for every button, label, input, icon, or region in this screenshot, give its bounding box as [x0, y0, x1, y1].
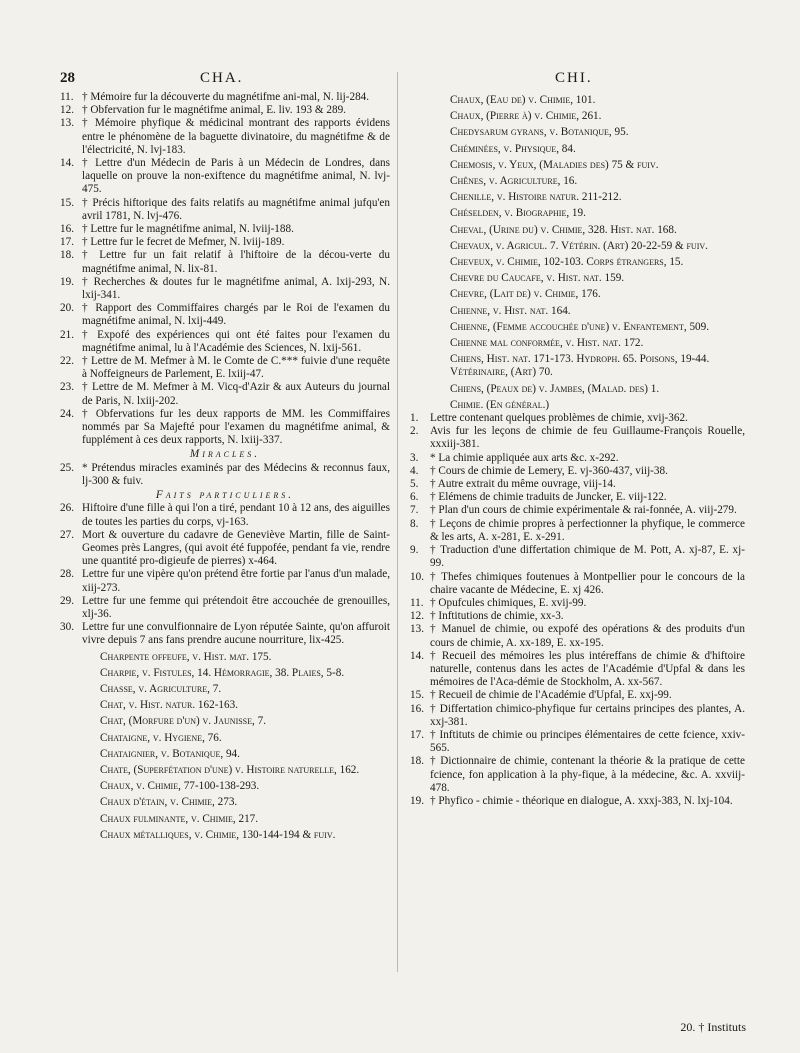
entry-text: † Opufcules chimiques, E. xvij-99.	[430, 596, 587, 609]
heading-entry: Chiens, Hist. nat. 171-173. Hydroph. 65. Poisons, 19-44. Vétérinaire, (Art) 70.	[450, 353, 710, 379]
running-head-left: CHA.	[200, 70, 244, 86]
entry-number: 7.	[410, 504, 419, 517]
heading-entry: Chéminées, v. Physique, 84.	[450, 142, 576, 155]
index-entry	[410, 425, 745, 451]
index-entry	[410, 795, 745, 808]
entry-number: 19.	[410, 794, 424, 807]
index-entry	[410, 478, 745, 491]
section-subheading: Miracles.	[189, 448, 261, 461]
heading-entry: Chevre, (Lait de) v. Chimie, 176.	[450, 288, 601, 301]
entry-number: 18.	[60, 249, 74, 262]
entry-text: † Traduction d'une differtation chimique de M. Pott, A. xj-87, E. xj-99.	[430, 544, 745, 570]
entry-text: † Dictionnaire de chimie, contenant la théorie & la pratique de cette fcience, fon application à la phy-fique, à la médecine, &c. A. xxviij-478.	[430, 755, 745, 794]
entry-number: 5.	[410, 478, 419, 491]
index-entry	[60, 249, 390, 275]
entry-text: * Prétendus miracles examinés par des Médecins & reconnus faux, lj-300 & fuiv.	[82, 461, 390, 487]
heading-entry: Chéselden, v. Biographie, 19.	[450, 207, 586, 220]
entry-text: † Expofé des expériences qui ont été faites pour l'examen du magnétifme animal, lu à l'Académie des Sciences, N. lxij-561.	[82, 328, 390, 354]
entry-number: 13.	[410, 623, 424, 636]
index-entry	[410, 729, 745, 755]
heading-entry: Charpente offeufe, v. Hist. mat. 175.	[100, 650, 272, 663]
heading-entry: Chedysarum gyrans, v. Botanique, 95.	[450, 126, 629, 139]
entry-text: † Lettre d'un Médecin de Paris à un Médecin de Londres, dans laquelle on prouve la non-exiftence du magnétifme animal, N. lvj-475.	[82, 157, 390, 196]
index-entry	[60, 408, 390, 448]
entry-text: † Lettre de M. Mefmer à M. le Comte de C.*** fuivie d'une requête à Noffeigneurs de Parlement, E. lxiij-47.	[82, 355, 390, 381]
heading-entry: Chataignier, v. Botanique, 94.	[100, 747, 240, 760]
index-entry	[60, 355, 390, 381]
entry-number: 1.	[410, 412, 419, 425]
heading-entry: Chaux, v. Chimie, 77-100-138-293.	[100, 780, 260, 793]
index-entry	[410, 650, 745, 690]
entry-number: 28.	[60, 568, 74, 581]
index-entry	[60, 381, 390, 407]
heading-entry: Cheval, (Urine du) v. Chimie, 328. Hist. nat. 168.	[450, 223, 677, 236]
heading-entry: Chênes, v. Agriculture, 16.	[450, 175, 578, 188]
heading-entry: Charpie, v. Fistules, 14. Hémorragie, 38. Plaies, 5-8.	[100, 666, 345, 679]
entry-number: 12.	[410, 610, 424, 623]
entry-number: 21.	[60, 328, 74, 341]
entry-number: 6.	[410, 491, 419, 504]
index-entry	[60, 223, 390, 236]
index-entry	[410, 597, 745, 610]
heading-entry: Chienne, v. Hist. nat. 164.	[450, 304, 571, 317]
entry-text: † Lettre fur le fecret de Mefmer, N. lviij-189.	[82, 236, 285, 249]
left-column	[60, 91, 390, 842]
heading-entry: Chevaux, v. Agricul. 7. Vétérin. (Art) 20-22-59 & fuiv.	[450, 239, 708, 252]
entry-number: 26.	[60, 502, 74, 515]
index-entry	[60, 568, 390, 594]
index-entry	[410, 412, 745, 425]
heading-entry: Chienne mal conformée, v. Hist. nat. 172.	[450, 337, 644, 350]
entry-number: 17.	[60, 236, 74, 249]
section-subheading: Faits particuliers.	[155, 489, 295, 502]
index-entry	[60, 595, 390, 621]
entry-text: † Plan d'un cours de chimie expérimentale & rai-fonnée, A. viij-279.	[430, 504, 737, 517]
entry-text: Avis fur les leçons de chimie de feu Guillaume-François Rouelle, xxxiij-381.	[430, 425, 745, 451]
index-entry	[410, 544, 745, 570]
entry-number: 13.	[60, 117, 74, 130]
heading-entry: Chaux métalliques, v. Chimie, 130-144-194 & fuiv.	[100, 828, 336, 841]
entry-number: 19.	[60, 275, 74, 288]
heading-entry: Chemosis, v. Yeux, (Maladies des) 75 & fuiv.	[450, 158, 659, 171]
entry-number: 16.	[410, 702, 424, 715]
entry-text: † Mémoire fur la découverte du magnétifme ani-mal, N. lij-284.	[82, 91, 370, 103]
entry-number: 23.	[60, 381, 74, 394]
page-number: 28	[60, 70, 75, 86]
heading-entry: Chat, v. Hist. natur. 162-163.	[100, 699, 239, 712]
heading-entry: Chaux, (Pierre à) v. Chimie, 261.	[450, 110, 602, 123]
entry-text: † Rapport des Commiffaires chargés par le Roi de l'examen du magnétifme animal, N. lxij-449.	[82, 302, 390, 328]
heading-entry: Cheveux, v. Chimie, 102-103. Corps étrangers, 15.	[450, 256, 684, 269]
entry-number: 17.	[410, 728, 424, 741]
entry-text: † Phyfico - chimie - théorique en dialogue, A. xxxj-383, N. lxj-104.	[430, 794, 733, 807]
entry-number: 30.	[60, 621, 74, 634]
entry-text: † Inftituts de chimie ou principes élémentaires de cette fcience, xxiv-565.	[430, 728, 745, 755]
entry-text: † Recherches & doutes fur le magnétifme animal, A. lxij-293, N. lxij-341.	[82, 275, 390, 302]
entry-text: Lettre fur une vipère qu'on prétend être fortie par l'anus d'un malade, xiij-273.	[82, 568, 390, 594]
entry-text: † Obfervation fur le magnétifme animal, E. liv. 193 & 289.	[82, 104, 346, 117]
entry-text: † Elémens de chimie traduits de Juncker, E. viij-122.	[430, 491, 667, 504]
right-column	[410, 91, 745, 808]
index-entry	[60, 276, 390, 302]
heading-entry: Chaux fulminante, v. Chimie, 217.	[100, 812, 259, 825]
entry-text: † Manuel de chimie, ou expofé des opérations & des produits d'un cours de chimie, A. xx-189, E. xx-195.	[430, 623, 745, 649]
index-entry	[60, 621, 390, 647]
entry-number: 16.	[60, 223, 74, 236]
index-entry	[410, 465, 745, 478]
entry-number: 29.	[60, 594, 74, 607]
heading-entry: Chataigne, v. Hygiene, 76.	[100, 731, 222, 744]
entry-number: 18.	[410, 755, 424, 768]
index-entry	[60, 529, 390, 569]
index-entry	[410, 491, 745, 504]
heading-entry: Chate, (Superfétation d'une) v. Histoire naturelle, 162.	[100, 763, 360, 776]
index-entry	[410, 623, 745, 649]
index-entry	[410, 755, 745, 795]
entry-number: 8.	[410, 517, 419, 530]
entry-number: 14.	[60, 157, 74, 170]
entry-number: 20.	[60, 302, 74, 315]
entry-text: † Cours de chimie de Lemery, E. vj-360-437, viij-38.	[430, 464, 668, 477]
index-entry	[60, 302, 390, 328]
entry-text: † Mémoire phyfique & médicinal montrant des rapports évidens entre le phénomène de la baguette divinatoire, du magnétifme & de l'électricité, N. lvj-183.	[82, 117, 390, 156]
index-entry	[60, 117, 390, 157]
running-head-right: CHI.	[555, 70, 593, 86]
entry-number: 11.	[60, 91, 74, 103]
entry-number: 2.	[410, 425, 419, 438]
entry-text: Lettre contenant quelques problèmes de chimie, xvij-362.	[430, 412, 688, 425]
heading-entry: Chienne, (Femme accouchée d'une) v. Enfantement, 509.	[450, 320, 710, 333]
catchword: 20. † Instituts	[680, 1020, 746, 1034]
entry-number: 4.	[410, 464, 419, 477]
entry-text: † Recueil des mémoires les plus intéreffans de chimie & d'hiftoire naturelle, contenus dans les actes de l'Académie d'Upfal & dans les mémoires de l'Aca-démie de Stockholm, A. xx-567.	[430, 649, 745, 689]
entry-number: 15.	[410, 689, 424, 702]
entry-text: Mort & ouverture du cadavre de Geneviève Martin, fille de Saint-Geomes près Langres, (qui avoit été fuppofée, pendant fa vie, rendre une quantité pro-digieufe de pierres) x-464.	[82, 528, 390, 568]
entry-number: 10.	[410, 570, 424, 583]
index-entry	[60, 197, 390, 223]
heading-entry: Chaux, (Eau de) v. Chimie, 101.	[450, 94, 596, 106]
entry-text: † Inftitutions de chimie, xx-3.	[430, 610, 564, 623]
index-entry	[410, 504, 745, 517]
index-entry	[60, 329, 390, 355]
index-entry	[60, 104, 390, 117]
index-entry	[60, 462, 390, 488]
entry-text: † Lettre fur le magnétifme animal, N. lviij-188.	[82, 223, 294, 236]
entry-text: Lettre fur une convulfionnaire de Lyon réputée Sainte, qu'on affuroit vivre depuis 7 ans fans prendre aucune nourriture, lix-425.	[82, 621, 390, 647]
entry-number: 24.	[60, 407, 74, 420]
index-entry	[410, 610, 745, 623]
entry-text: † Précis hiftorique des faits relatifs au magnétifme animal jufqu'en avril 1781, N. lvj-476.	[82, 196, 390, 222]
index-entry	[410, 571, 745, 597]
entry-number: 9.	[410, 544, 419, 557]
entry-number: 27.	[60, 528, 74, 541]
entry-text: Lettre fur une femme qui prétendoit être accouchée de grenouilles, xlj-36.	[82, 594, 390, 620]
index-entry	[60, 91, 390, 104]
heading-entry: Chiens, (Peaux de) v. Jambes, (Malad. des) 1.	[450, 382, 660, 395]
entry-text: † Lettre fur un fait relatif à l'hiftoire de la décou-verte du magnétifme animal, N. lix-81.	[82, 249, 390, 275]
entry-number: 3.	[410, 451, 419, 464]
index-entry	[410, 518, 745, 544]
index-entry	[60, 236, 390, 249]
entry-number: 11.	[410, 596, 424, 609]
heading-entry: Chenille, v. Histoire natur. 211-212.	[450, 191, 622, 204]
entry-text: Hiftoire d'une fille à qui l'on a tiré, pendant 10 à 12 ans, des aiguilles de toutes les parties du corps, vj-163.	[82, 502, 390, 528]
heading-entry: Chimie. (En général.)	[450, 398, 550, 411]
entry-number: 12.	[60, 104, 74, 117]
column-divider	[397, 72, 398, 972]
entry-number: 25.	[60, 461, 74, 474]
entry-text: † Lettre de M. Mefmer à M. Vicq-d'Azir & aux Auteurs du journal de Paris, N. lxiij-202.	[82, 381, 390, 407]
index-entry	[410, 689, 745, 702]
entry-text: † Obfervations fur les deux rapports de MM. les Commiffaires nommés par Sa Majefté pour l'examen du magnétifme animal, & fupplément à ces deux rapports, N. lxiij-337.	[82, 407, 390, 447]
index-entry	[410, 703, 745, 729]
index-entry	[60, 502, 390, 528]
index-entry	[410, 452, 745, 465]
heading-entry: Chasse, v. Agriculture, 7.	[100, 682, 222, 695]
entry-text: † Differtation chimico-phyfique fur certains principes des plantes, A. xxj-381.	[430, 702, 745, 728]
heading-entry: Chevre du Caucafe, v. Hist. nat. 159.	[450, 272, 625, 285]
entry-text: † Leçons de chimie propres à perfectionner la phyfique, le commerce & les arts, A. x-281, E. x-291.	[430, 517, 745, 543]
heading-entry: Chat, (Morfure d'un) v. Jaunisse, 7.	[100, 715, 267, 728]
entry-text: † Recueil de chimie de l'Académie d'Upfal, E. xxj-99.	[430, 689, 672, 702]
entry-number: 15.	[60, 196, 74, 209]
entry-text: * La chimie appliquée aux arts &c. x-292.	[430, 451, 619, 464]
index-entry	[60, 157, 390, 197]
heading-entry: Chaux d'étain, v. Chimie, 273.	[100, 796, 238, 809]
entry-text: † Thefes chimiques foutenues à Montpellier pour le concours de la chaire vacante de Médecine, E. xj 426.	[430, 570, 745, 596]
entry-text: † Autre extrait du même ouvrage, viij-14.	[430, 478, 616, 491]
entry-number: 14.	[410, 649, 424, 662]
entry-number: 22.	[60, 355, 74, 368]
